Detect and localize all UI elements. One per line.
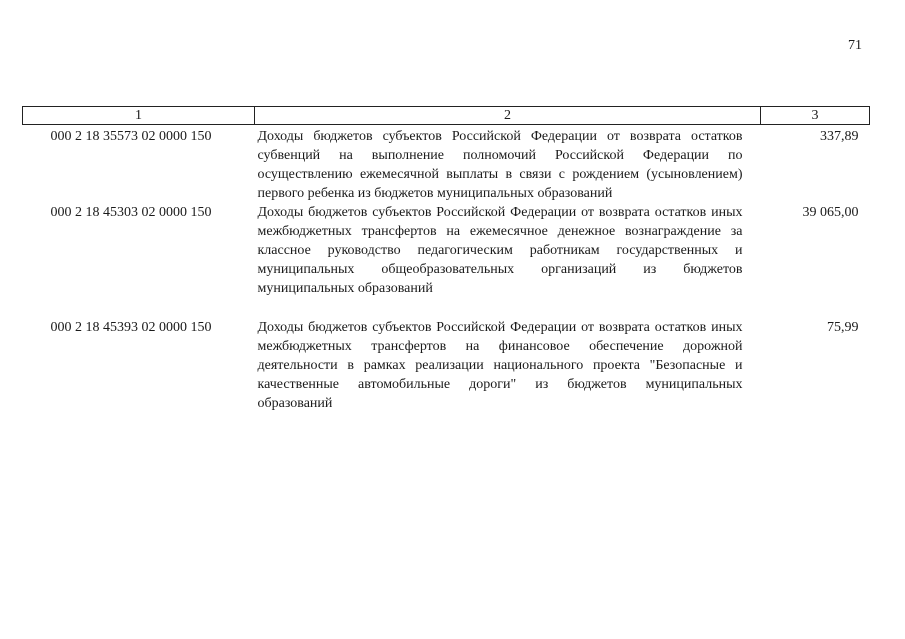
table-header-row	[23, 107, 870, 125]
table-row	[23, 298, 870, 413]
amount: 337,89	[820, 129, 859, 144]
budget-code: 000 2 18 45303 02 0000 150	[50, 205, 212, 220]
revenue-description: Доходы бюджетов субъектов Российской Федерации от возврата остатков иных межбюджетных трансфертов на ежемесячное денежное вознаграждение за классное руководство педагогическим работникам государственных и муниципальных общеобразовательных организаций из бюджетов муниципальных образований	[257, 205, 743, 296]
column-header-amount: 3	[761, 107, 870, 125]
table-row	[23, 125, 870, 204]
revenue-description: Доходы бюджетов субъектов Российской Федерации от возврата остатков иных межбюджетных трансфертов на финансовое обеспечение дорожной деятельности в рамках реализации национального проекта "Безопасные и качественные автомобильные дороги" из бюджетов муниципальных образований	[257, 320, 743, 411]
column-header-name: 2	[255, 107, 761, 125]
column-header-code: 1	[23, 107, 255, 125]
amount: 39 065,00	[802, 205, 859, 220]
budget-code: 000 2 18 35573 02 0000 150	[50, 129, 212, 144]
amount: 75,99	[827, 320, 859, 335]
revenue-description: Доходы бюджетов субъектов Российской Федерации от возврата остатков субвенций на выполнение полномочий Российской Федерации по осуществлению ежемесячной выплаты в связи с рождением (усыновлением) первого ребенка из бюджетов муниципальных образований	[257, 129, 743, 201]
table-row	[23, 203, 870, 298]
budget-code: 000 2 18 45393 02 0000 150	[50, 320, 212, 335]
page-number: 71	[848, 38, 862, 53]
budget-revenue-table	[22, 106, 870, 413]
